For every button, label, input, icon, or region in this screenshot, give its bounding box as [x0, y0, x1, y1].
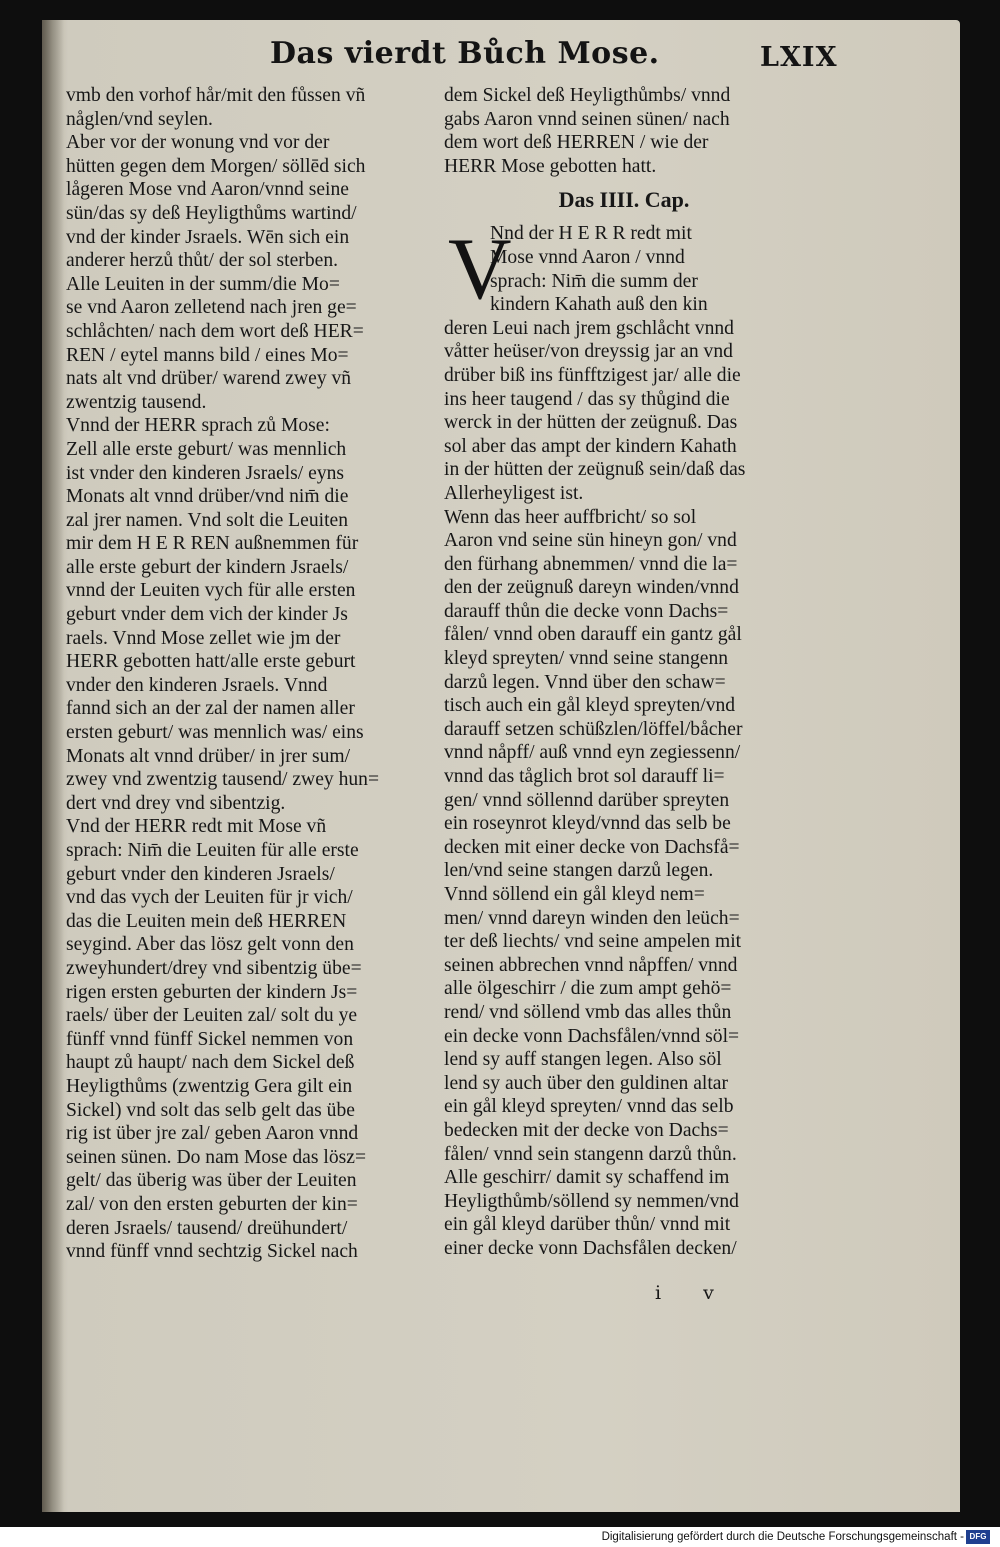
text-line: zal/ von den ersten geburten der kin=: [66, 1193, 358, 1215]
text-line: zweyhundert/drey vnd sibentzig übe=: [66, 957, 362, 979]
text-line: deren Leui nach jrem gschlåcht vnnd: [444, 317, 734, 339]
text-line: vnd der kinder Jsraels. Wēn sich ein: [66, 226, 350, 248]
text-line: REN / eytel manns bild / eines Mo=: [66, 344, 349, 366]
text-line: Aber vor der wonung vnd vor der: [66, 132, 330, 154]
text-line: haupt zů haupt/ nach dem Sickel deß: [66, 1052, 355, 1074]
digitization-credit: Digitalisierung gefördert durch die Deutsche Forschungsgemeinschaft -: [601, 1531, 964, 1543]
text-line: ist vnder den kinderen Jsraels/ eyns: [66, 462, 345, 484]
text-line: vnder den kinderen Jsraels. Vnnd: [66, 674, 328, 696]
text-line: lend sy auff stangen legen. Also söl: [444, 1049, 722, 1071]
text-line: ins heer taugend / das sy thůgind die: [444, 388, 730, 410]
text-line: kindern Kahath auß den kin: [490, 294, 708, 316]
text-line: sün/das sy deß Heyligthůms wartind/: [66, 202, 357, 224]
text-line: Allerheyligest ist.: [444, 482, 584, 504]
text-line: Vnnd der HERR sprach zů Mose:: [66, 415, 330, 437]
text-line: fålen/ vnnd oben darauff ein gantz gål: [444, 624, 742, 646]
text-line: gen/ vnnd söllennd darüber spreyten: [444, 789, 730, 811]
text-line: Monats alt vnnd drüber/vnd nim̄ die: [66, 486, 349, 508]
text-line: seinen sünen. Do nam Mose das lösz=: [66, 1146, 367, 1168]
text-line: lend sy auch über den guldinen altar: [444, 1072, 729, 1094]
text-line: darauff thůn die decke vonn Dachs=: [444, 600, 729, 622]
text-line: sprach: Nim̄ die Leuiten für alle erste: [66, 840, 359, 861]
right-column-body-text: [444, 222, 804, 1260]
text-line: raels. Vnnd Mose zellet wie jm der: [66, 627, 341, 649]
text-line: alle erste geburt der kindern Jsraels/: [66, 556, 349, 578]
text-line: Vnd der HERR redt mit Mose vñ: [66, 816, 327, 838]
text-line: rend/ vnd söllend vmb das alles thůn: [444, 1001, 732, 1023]
text-line: einer decke vonn Dachsfålen decken/: [444, 1237, 737, 1259]
text-line: anderer herzů thůt/ der sol sterben.: [66, 250, 339, 272]
text-line: vnnd der Leuiten vych für alle ersten: [66, 580, 356, 602]
text-line: dert vnd drey vnd sibentzig.: [66, 792, 286, 814]
text-line: Vnnd söllend ein gål kleyd nem=: [444, 884, 705, 905]
text-line: våtter heüser/von dreyssig jar an vnd: [444, 341, 733, 363]
text-line: ein roseynrot kleyd/vnnd das selb be: [444, 813, 731, 835]
text-line: seygind. Aber das lösz gelt vonn den: [66, 934, 354, 956]
signature-mark: i v: [655, 1282, 732, 1304]
text-line: någlen/vnd seylen.: [66, 108, 213, 130]
text-line: vnd das vych der Leuiten für jr vich/: [66, 887, 353, 909]
text-line: men/ vnnd dareyn winden den leüch=: [444, 907, 740, 929]
text-line: drüber biß ins fünfftzigest jar/ alle die: [444, 364, 741, 386]
folio-number: LXIX: [760, 42, 838, 73]
text-line: Mose vnnd Aaron / vnnd: [490, 246, 685, 268]
text-line: fålen/ vnnd sein stangenn darzů thůn.: [444, 1143, 737, 1165]
text-line: Nnd der H E R R redt mit: [490, 223, 692, 245]
text-line: zal jrer namen. Vnd solt die Leuiten: [66, 509, 349, 531]
text-line: dem wort deß HERREN / wie der: [444, 132, 709, 154]
running-title: Das vierdt Bůch Mose.: [270, 36, 660, 71]
text-line: Heyligthůms (zwentzig Gera gilt ein: [66, 1075, 353, 1097]
text-line: zwentzig tausend.: [66, 391, 207, 413]
text-line: ein gål kleyd darüber thůn/ vnnd mit: [444, 1214, 731, 1236]
text-line: gabs Aaron vnnd seinen sünen/ nach: [444, 108, 730, 130]
text-line: schlåchten/ nach dem wort deß HER=: [66, 320, 364, 342]
text-line: sol aber das ampt der kindern Kahath: [444, 435, 737, 457]
text-line: Alle Leuiten in der summ/die Mo=: [66, 273, 340, 295]
text-line: dem Sickel deß Heyligthůmbs/ vnnd: [444, 85, 731, 106]
text-line: den fürhang abnemmen/ vnnd die la=: [444, 553, 738, 575]
text-line: das die Leuiten mein deß HERREN: [66, 910, 347, 932]
text-line: rig ist über jre zal/ geben Aaron vnnd: [66, 1123, 359, 1145]
decorated-initial-letter: V: [448, 221, 512, 318]
text-line: HERR Mose gebotten hatt.: [444, 155, 657, 177]
text-line: seinen abbrechen vnnd nåpffen/ vnnd: [444, 954, 738, 976]
text-line: rigen ersten geburten der kindern Js=: [66, 981, 358, 1003]
text-line: Sickel) vnd solt das selb gelt das übe: [66, 1099, 355, 1121]
text-line: mir dem H E R REN außnemmen für: [66, 533, 359, 555]
text-line: bedecken mit der decke von Dachs=: [444, 1119, 729, 1141]
text-line: ter deß liechts/ vnd seine ampelen mit: [444, 931, 742, 953]
text-line: Aaron vnd seine sün hineyn gon/ vnd: [444, 530, 737, 552]
left-text-column: [66, 84, 432, 1264]
text-line: HERR gebotten hatt/alle erste geburt: [66, 651, 356, 673]
text-line: kleyd spreyten/ vnnd seine stangenn: [444, 648, 729, 670]
text-line: Heyligthůmb/söllend sy nemmen/vnd: [444, 1190, 739, 1212]
text-line: raels/ über der Leuiten zal/ solt du ye: [66, 1005, 358, 1027]
text-line: Alle geschirr/ damit sy schaffend im: [444, 1167, 730, 1189]
right-column-top-text: [444, 84, 804, 178]
text-line: in der hütten der zeügnuß sein/daß das: [444, 459, 746, 481]
text-line: vnnd das tåglich brot sol darauff li=: [444, 766, 725, 788]
text-line: darzů legen. Vnnd über den schaw=: [444, 671, 726, 693]
text-line: ein decke vonn Dachsfålen/vnnd söl=: [444, 1025, 740, 1047]
chapter-heading: Das IIII. Cap.: [558, 187, 690, 213]
text-line: Zell alle erste geburt/ was mennlich: [66, 438, 347, 460]
text-line: lågeren Mose vnd Aaron/vnnd seine: [66, 179, 349, 201]
text-line: vnnd nåpff/ auß vnnd eyn zegiessenn/: [444, 742, 741, 764]
text-line: geburt vnder den kinderen Jsraels/: [66, 863, 335, 885]
text-line: tisch auch ein gål kleyd spreyten/vnd: [444, 695, 736, 717]
text-line: den der zeügnuß dareyn winden/vnnd: [444, 577, 739, 599]
text-line: vnnd fünff vnnd sechtzig Sickel nach: [66, 1241, 358, 1263]
text-line: sprach: Nim̄ die summ der: [490, 270, 698, 292]
text-line: fünff vnnd fünff Sickel nemmen von: [66, 1028, 354, 1050]
text-line: alle ölgeschirr / die zum ampt gehö=: [444, 978, 732, 1000]
text-line: Monats alt vnnd drüber/ in jrer sum/: [66, 745, 351, 767]
text-line: nats alt vnd drüber/ warend zwey vñ: [66, 368, 352, 390]
text-line: Wenn das heer auffbricht/ so sol: [444, 506, 697, 528]
text-line: geburt vnder dem vich der kinder Js: [66, 604, 348, 626]
text-line: hütten gegen dem Morgen/ söllēd sich: [66, 155, 366, 177]
text-line: se vnd Aaron zelletend nach jren ge=: [66, 297, 357, 319]
text-line: ein gål kleyd spreyten/ vnnd das selb: [444, 1096, 734, 1118]
text-line: zwey vnd zwentzig tausend/ zwey hun=: [66, 769, 380, 791]
text-line: gelt/ das überig was über der Leuiten: [66, 1170, 357, 1192]
text-line: fannd sich an der zal der namen aller: [66, 698, 355, 720]
dfg-logo: DFG: [966, 1530, 990, 1544]
text-line: darauff setzen schüßzlen/löffel/båcher: [444, 718, 743, 740]
text-line: decken mit einer decke von Dachsfå=: [444, 836, 740, 858]
text-line: deren Jsraels/ tausend/ dreühundert/: [66, 1217, 348, 1239]
text-line: werck in der hütten der zeügnuß. Das: [444, 412, 738, 434]
gutter-shadow: [42, 20, 64, 1512]
text-line: vmb den vorhof hår/mit den fůssen vñ: [66, 85, 366, 106]
text-line: len/vnd seine stangen darzů legen.: [444, 860, 714, 882]
text-line: ersten geburt/ was mennlich was/ eins: [66, 722, 364, 744]
